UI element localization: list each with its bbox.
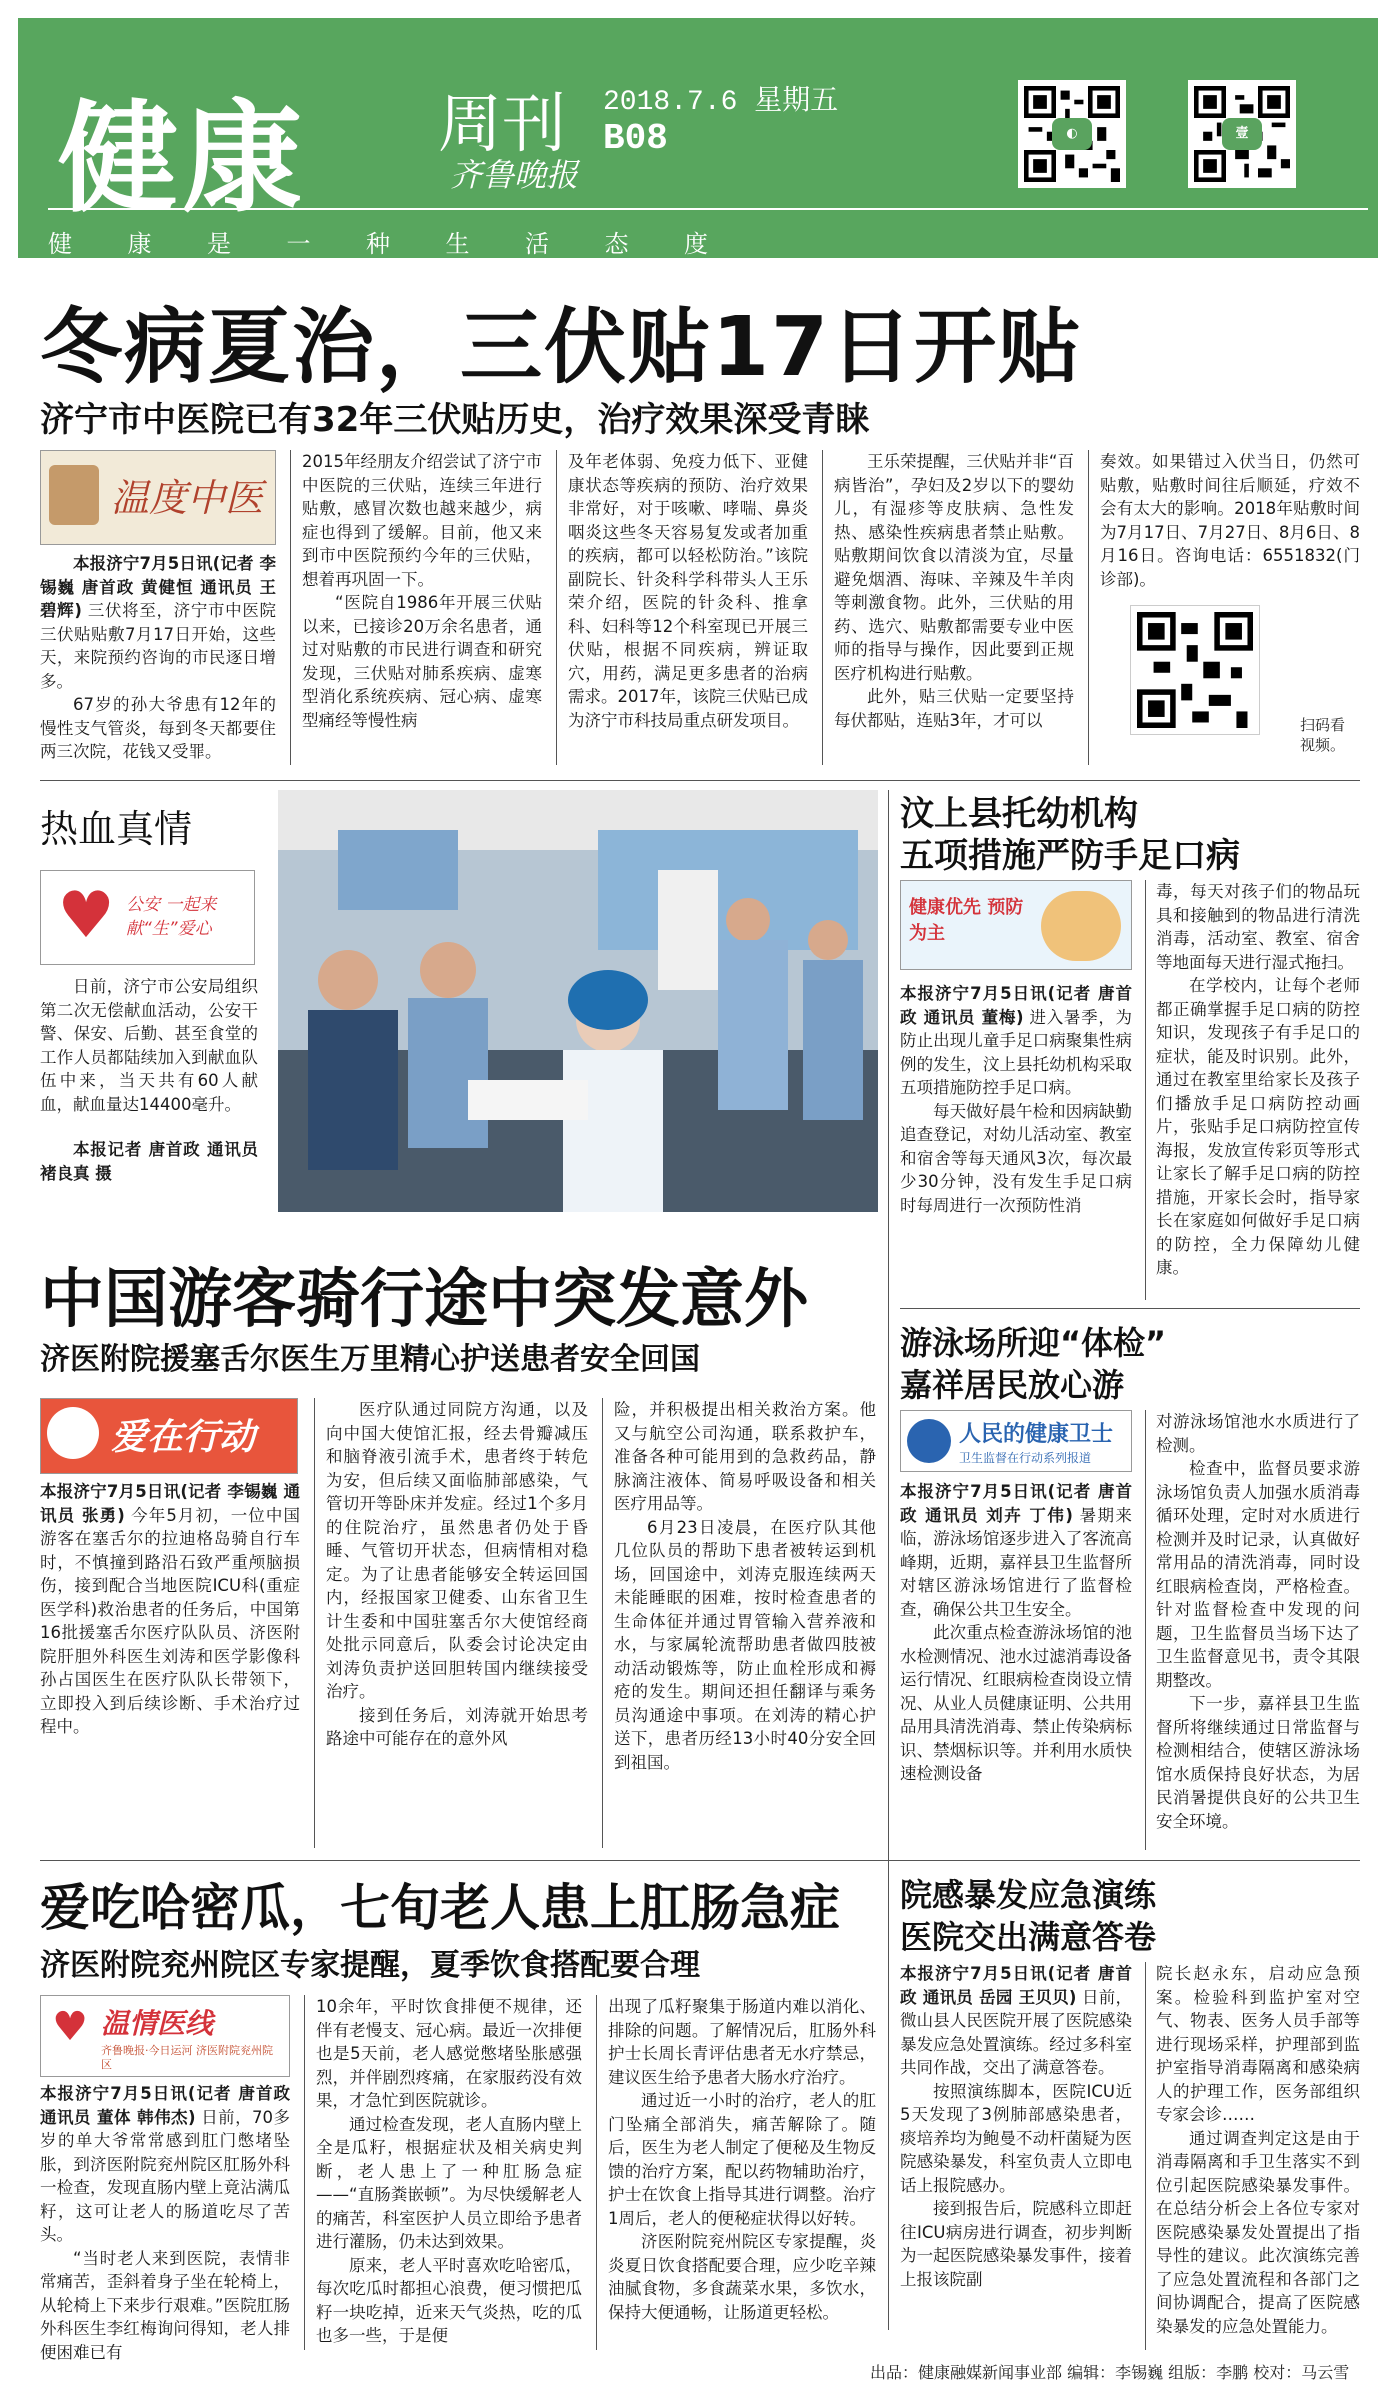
column-divider [822, 450, 823, 765]
paragraph: 出现了瓜籽聚集于肠道内难以消化、排除的问题。了解情况后，肛肠外科护士长周长青评估患者无水疗禁忌，建议医生给予患者大肠水疗治疗。 [608, 1997, 876, 2087]
paragraph: 通过近一小时的治疗，老人的肛门坠痛全部消失，痛苦解除了。随后，医生为老人制定了便秘及生物反馈的治疗方案，配以药物辅助治疗，护士在饮食上指导其进行调整。治疗1周后，老人的便秘症状得以好转。 [608, 2091, 876, 2228]
health-guard-logo [900, 1410, 1132, 1472]
paragraph: 此外，贴三伏贴一定要坚持每伏都贴，连贴3年，才可以 [834, 687, 1074, 730]
love-in-action-logo [40, 1398, 298, 1474]
story1-col3 [568, 450, 808, 765]
paragraph: 济医附院兖州院区专家提醒，炎炎夏日饮食搭配要合理，应少吃辛辣油腻食物，多食蔬菜水果，多饮水，保持大便通畅，让肠道更轻松。 [608, 2232, 876, 2322]
section-divider [900, 1308, 1360, 1309]
slogan-char: 种 [366, 230, 390, 258]
paragraph: 医疗队通过同院方沟通，以及向中国大使馆汇报，经去骨瓣减压和脑脊液引流手术，患者终于转危为安，但后续又面临肺部感染，气管切开等卧床并发症。经过1个多月的住院治疗，虽然患者仍处于昏睡、气管切开状态，但病情相对稳定。为了让患者能够安全转运回国内，经报国家卫健委、山东省卫生计生委和中国驻塞舌尔大使馆经商处批示同意后，队委会讨论决定由刘涛负责护送回胆转国内继续接受治疗。 [326, 1400, 588, 1701]
qr-code-icon [1137, 612, 1253, 728]
paragraph: 奏效。如果错过入伏当日，仍然可贴敷，贴敷时间往后顺延，疗效不会有太大的影响。2018年贴敷时间为7月17日、7月27日、8月6日、8月16日。咨询电话：6551832(门诊部)。 [1100, 452, 1360, 589]
video-qr-code[interactable] [1130, 605, 1260, 735]
paragraph: 原来，老人平时喜欢吃哈密瓜，每次吃瓜时都担心浪费，便习惯把瓜籽一块吃掉，近来天气炎热，吃的瓜也多一些，于是便 [316, 2255, 582, 2345]
story7-headline-2: 医院交出满意答卷 [900, 1918, 1157, 1956]
paragraph: “医院自1986年开展三伏贴以来，已接诊20万余名患者，通过对贴敷的市民进行调查和研究发现，三伏贴对肺系疾病、虚寒型消化系统疾病、冠心病、虚寒型痛经等慢性病 [302, 593, 542, 730]
column-divider [1145, 880, 1146, 1300]
paragraph: 对游泳场馆池水水质进行了检测。 [1156, 1412, 1360, 1455]
byline: 本报济宁7月5日讯(记者 唐首政 通讯员 岳园 王贝贝) [900, 1964, 1132, 2007]
paragraph: 日前，济宁市公安局组织第二次无偿献血活动，公安干警、保安、后勤、甚至食堂的工作人员都陆续加入到献血队伍中来，当天共有60人献血，献血量达14400毫升。 [40, 977, 258, 1114]
photo-credit: 本报记者 唐首政 通讯员 褚良真 摄 [40, 1140, 258, 1183]
paragraph: 此次重点检查游泳场馆的池水检测情况、池水过滤消毒设备运行情况、红眼病检查岗设立情况、从业人员健康证明、公共用品用具清洗消毒、禁止传染病标识、禁烟标识等。并利用水质快速检测设备 [900, 1623, 1132, 1783]
story3-headline: 汶上县托幼机构 [900, 794, 1138, 834]
paragraph: 今年5月初，一位中国游客在塞舌尔的拉迪格岛骑自行车时，不慎撞到路沿石致严重颅脑损伤，接到配合当地医院ICU科(重症医学科)救治患者的任务后，中国第16批援塞舌尔医疗队队员、济医附院肝胆外科医生刘涛和医学影像科孙占国医生在医疗队队长带领下，立即投入到后续诊断、手术治疗过程中。 [40, 1505, 300, 1736]
masthead-rule [48, 208, 1368, 210]
column-divider [1145, 1962, 1146, 2350]
story6-col1 [40, 2082, 291, 2362]
paragraph: 按照演练脚本，医院ICU近5天发现了3例肺部感染患者，痰培养均为鲍曼不动杆菌疑为医院感染暴发，科室负责人立即电话上报院感办。 [900, 2081, 1132, 2195]
wendu-zhongyi-logo [40, 450, 276, 545]
paragraph: 2015年经朋友介绍尝试了济宁市中医院的三伏贴，连续三年进行贴敷，感冒次数也越来越少，病症也得到了缓解。目前，他又来到市中医院预约今年的三伏贴，想着再巩固一下。 [302, 452, 542, 589]
masthead-date: 2018.7.6 星期五 [603, 87, 839, 118]
column-divider [1145, 1410, 1146, 1850]
column-divider [314, 1398, 315, 1848]
paragraph: 检查中，监督员要求游泳场馆负责人加强水质消毒循环处理，定时对水质进行检测并及时记录，认真做好常用品的清洗消毒，同时设红眼病检查岗，严格检查。针对监督检查中发现的问题，卫生监督员当场下达了卫生监督意见书，责令其限期整改。 [1156, 1459, 1360, 1690]
masthead [18, 18, 1378, 258]
paragraph: 险，并积极提出相关救治方案。他又与航空公司沟通，联系救护车，准备各种可能用到的急救药品，静脉滴注液体、简易呼吸设备和相关医疗用品等。 [614, 1400, 876, 1513]
paragraph: 三伏将至，济宁市中医院三伏贴贴敷7月17日开始，这些天，来院预约咨询的市民逐日增多。 [40, 601, 277, 691]
story5-col-b [1156, 1410, 1360, 1850]
paragraph: 6月23日凌晨，在医疗队其他几位队员的帮助下患者被转运到机场，回国途中，刘涛克服连续两天未能睡眠的困难，按时检查患者的生命体征并通过胃管输入营养液和水，与家属轮流帮助患者做四肢被动活动锻炼等，防止血栓形成和褥疮的发生。期间还担任翻译与乘务员沟通途中事项。在刘涛的精心护送下，患者历经13小时40分安全回到祖国。 [614, 1517, 876, 1772]
story2-body [40, 975, 258, 1135]
paragraph: 67岁的孙大爷患有12年的慢性支气管炎，每到冬天都要住两三次院，花钱又受罪。 [40, 695, 276, 761]
section-divider [40, 1860, 1360, 1861]
logo-text: 温度中医 [111, 476, 264, 520]
story3-headline-2: 五项措施严防手足口病 [900, 836, 1240, 876]
story6-headline: 爱吃哈密瓜，七旬老人患上肛肠急症 [40, 1879, 840, 1937]
masthead-slogan [48, 224, 708, 259]
logo-subtext: 齐鲁晚报·今日运河 济医附院兖州院区 [101, 2044, 273, 2071]
paragraph: 每天做好晨午检和因病缺勤追查登记，对幼儿活动室、教室和宿舍等每天通风3次，每次最少30分钟，没有发生手足口病时每周进行一次预防性消 [900, 1101, 1132, 1215]
right-column-divider [888, 790, 889, 2330]
photo-illustration [278, 790, 878, 1212]
story1-col5 [1100, 450, 1360, 595]
story1-col1 [40, 552, 276, 767]
byline: 本报济宁7月5日讯(记者 李锡巍 通讯员 张勇) [40, 1482, 300, 1525]
slogan-char: 健 [48, 230, 72, 258]
column-divider [304, 1995, 305, 2350]
health-priority-logo [900, 880, 1132, 970]
qr-caption: 扫码看视频。 [1300, 716, 1346, 754]
story7-col-a [900, 1962, 1132, 2350]
masthead-title: 健康 [58, 90, 306, 229]
story5-headline: 游泳场所迎“体检” [900, 1324, 1167, 1362]
paragraph: 通过调查判定这是由于消毒隔离和手卫生落实不到位引起医院感染暴发事件。在总结分析会上各位专家对医院感染暴发处置提出了指导性的建议。此次演练完善了应急处置流程和各部门之间协调配合，提高了医院感染暴发的应急处置能力。 [1156, 2128, 1360, 2336]
story4-subhead: 济医附院援塞舌尔医生万里精心护送患者安全回国 [40, 1342, 700, 1377]
story3-col-a [900, 982, 1132, 1292]
logo-subtext: 卫生监督在行动系列报道 [959, 1451, 1092, 1465]
blood-donation-photo [278, 790, 878, 1212]
paragraph: 下一步，嘉祥县卫生监督所将继续通过日常监督与检测相结合，使辖区游泳场馆水质保持良好状态，为居民消暑提供良好的公共卫生安全环境。 [1156, 1694, 1360, 1831]
paragraph: 日前，微山县人民医院开展了医院感染暴发应急处置演练。经过多科室共同作战，交出了满意答卷。 [900, 1987, 1132, 2077]
paragraph: 及年老体弱、免疫力低下、亚健康状态等疾病的预防、治疗效果非常好，对于咳嗽、哮喘、鼻炎咽炎这些冬天容易复发或者加重的疾病，都可以轻松防治。”该院副院长、针灸科学科带头人王乐荣介绍，医院的针灸科、推拿科、妇科等12个科室现已开展三伏贴，根据不同疾病，辨证取穴，用药，满足更多患者的治病需求。2017年，该院三伏贴已成为济宁市科技局重点研发项目。 [568, 452, 808, 730]
story7-col-b [1156, 1962, 1360, 2350]
logo-text: 人民的健康卫士 [959, 1422, 1114, 1447]
paragraph: 接到任务后，刘涛就开始思考路途中可能存在的意外风 [326, 1705, 588, 1748]
masthead-weekly: 周刊 [438, 88, 566, 162]
qr-code[interactable] [1018, 80, 1126, 188]
slogan-char: 是 [207, 230, 231, 258]
paragraph: “当时老人来到医院，表情非常痛苦，歪斜着身子坐在轮椅上，从轮椅上下来步行艰难。”医院肛肠外科医生李红梅询问得知，老人排便困难已有 [40, 2248, 290, 2362]
qr-logo-icon: 壹 [1222, 118, 1262, 150]
story2-credit [40, 1138, 258, 1188]
paragraph: 通过检查发现，老人直肠内壁上全是瓜籽，根据症状及相关病史判断，老人患上了一种肛肠急症——“直肠粪嵌顿”。为尽快缓解老人的痛苦，科室医护人员立即给予患者进行灌肠，仍未达到效果。 [316, 2114, 582, 2251]
page-footer-credits: 出品：健康融媒新闻事业部 编辑：李锡巍 组版：李鹏 校对：马云雪 [870, 2363, 1350, 2382]
story6-col3 [608, 1995, 876, 2350]
paragraph: 毒，每天对孩子们的物品玩具和接触到的物品进行清洗消毒，活动室、教室、宿舍等地面每天进行湿式拖扫。 [1156, 882, 1360, 972]
column-divider [1088, 450, 1089, 765]
paragraph: 日前，70多岁的单大爷常常感到肛门憋堵坠胀，到济医附院兖州院区肛肠外科一检查，发现直肠内壁上竟沾满瓜籽，这可让老人的肠道吃尽了苦头。 [40, 2107, 291, 2244]
story5-col-a [900, 1480, 1132, 1850]
column-divider [602, 1398, 603, 1848]
story1-col4 [834, 450, 1074, 765]
masthead-page-number: B08 [603, 118, 668, 159]
paragraph: 在学校内，让每个老师都正确掌握手足口病的防控知识，发现孩子有手足口的症状，能及时识别。此外，通过在教室里给家长及孩子们播放手足口病防控动画片，张贴手足口病防控宣传海报，发放宣传彩页等形式让家长了解手足口病的防控措施，开家长会时，指导家长在家庭如何做好手足口病的防控，全力保障幼儿健康。 [1156, 976, 1360, 1277]
qr-logo-icon: ◐ [1052, 118, 1092, 150]
slogan-char: 康 [127, 230, 152, 258]
paragraph: 王乐荣提醒，三伏贴并非“百病皆治”，孕妇及2岁以下的婴幼儿，有湿疹等皮肤病、急性发热、感染性疾病患者禁止贴敷。贴敷期间饮食以清淡为宜，尽量避免烟酒、海味、辛辣及牛羊肉等刺激食物。此外，三伏贴的用药、选穴、贴敷都需要专业中医师的指导与操作，因此要到正规医疗机构进行贴敷。 [834, 452, 1074, 683]
paragraph: 暑期来临，游泳场馆逐步进入了客流高峰期，近期，嘉祥县卫生监督所对辖区游泳场馆进行了监督检查，确保公共卫生安全。 [900, 1505, 1133, 1619]
child-illustration-icon [1041, 891, 1121, 961]
paragraph: 10余年，平时饮食排便不规律，还伴有老慢支、冠心病。最近一次排便也是5天前，老人感觉憋堵坠胀感强烈，并伴剧烈疼痛，在家服药没有效果，才急忙到医院就诊。 [316, 1997, 582, 2110]
column-divider [290, 450, 291, 765]
byline: 本报济宁7月5日讯(记者 李锡巍 唐首政 黄健恒 通讯员 王碧辉) [40, 554, 276, 620]
story2-title: 热血真情 [40, 807, 193, 851]
story3-col-b [1156, 880, 1360, 1300]
badge-icon [47, 1407, 99, 1459]
story1-subhead: 济宁市中医院已有32年三伏贴历史，治疗效果深受青睐 [40, 400, 870, 440]
paragraph: 进入暑季，为防止出现儿童手足口病聚集性病例的发生，汶上县托幼机构采取五项措施防控手足口病。 [900, 1007, 1133, 1097]
heart-icon: ♥ [52, 2004, 88, 2050]
warm-medical-logo [40, 1995, 290, 2077]
logo-text: 健康优先 预防为主 [909, 897, 1024, 944]
logo-text: 公安 一起来献“生”爱心 [126, 895, 217, 939]
story1-col2 [302, 450, 542, 765]
byline: 本报济宁7月5日讯(记者 唐首政 通讯员 刘卉 丁伟) [900, 1482, 1132, 1525]
story4-col1 [40, 1480, 300, 1850]
story4-headline: 中国游客骑行途中突发意外 [40, 1263, 808, 1337]
paragraph: 接到报告后，院感科立即赶往ICU病房进行调查，初步判断为一起医院感染暴发事件，接着上报该院副 [900, 2199, 1132, 2289]
heart-icon: ♥ [57, 879, 115, 953]
column-divider [596, 1995, 597, 2350]
byline: 本报济宁7月5日讯(记者 唐首政 通讯员 董梅) [900, 984, 1132, 1027]
story4-col2 [326, 1398, 588, 1848]
section-divider [40, 780, 1360, 781]
story6-col2 [316, 1995, 582, 2350]
police-blood-logo [40, 870, 255, 965]
qr-code[interactable] [1188, 80, 1296, 188]
slogan-char: 一 [286, 230, 311, 258]
masthead-paper-name: 齐鲁晚报 [450, 156, 579, 194]
slogan-char: 度 [684, 230, 708, 258]
slogan-char: 生 [445, 230, 470, 258]
herb-jar-icon [49, 465, 99, 525]
slogan-char: 活 [525, 230, 549, 258]
story5-headline-2: 嘉祥居民放心游 [900, 1366, 1125, 1404]
story7-headline: 院感暴发应急演练 [900, 1876, 1157, 1914]
byline: 本报济宁7月5日讯(记者 唐首政 通讯员 董体 韩伟杰) [40, 2084, 290, 2127]
paragraph: 院长赵永东，启动应急预案。检验科到监护室对空气、物表、医务人员手部等进行现场采样，护理部到监护室指导消毒隔离和感染病人的护理工作，医务部组织专家会诊…… [1156, 1964, 1360, 2124]
emblem-icon [907, 1419, 951, 1463]
story1-headline: 冬病夏治，三伏贴17日开贴 [40, 300, 1083, 395]
column-divider [556, 450, 557, 765]
slogan-char: 态 [604, 230, 629, 258]
story6-subhead: 济医附院兖州院区专家提醒，夏季饮食搭配要合理 [40, 1948, 700, 1983]
story4-col3 [614, 1398, 876, 1848]
logo-text: 爱在行动 [111, 1417, 256, 1458]
logo-text: 温情医线 [101, 2007, 214, 2040]
